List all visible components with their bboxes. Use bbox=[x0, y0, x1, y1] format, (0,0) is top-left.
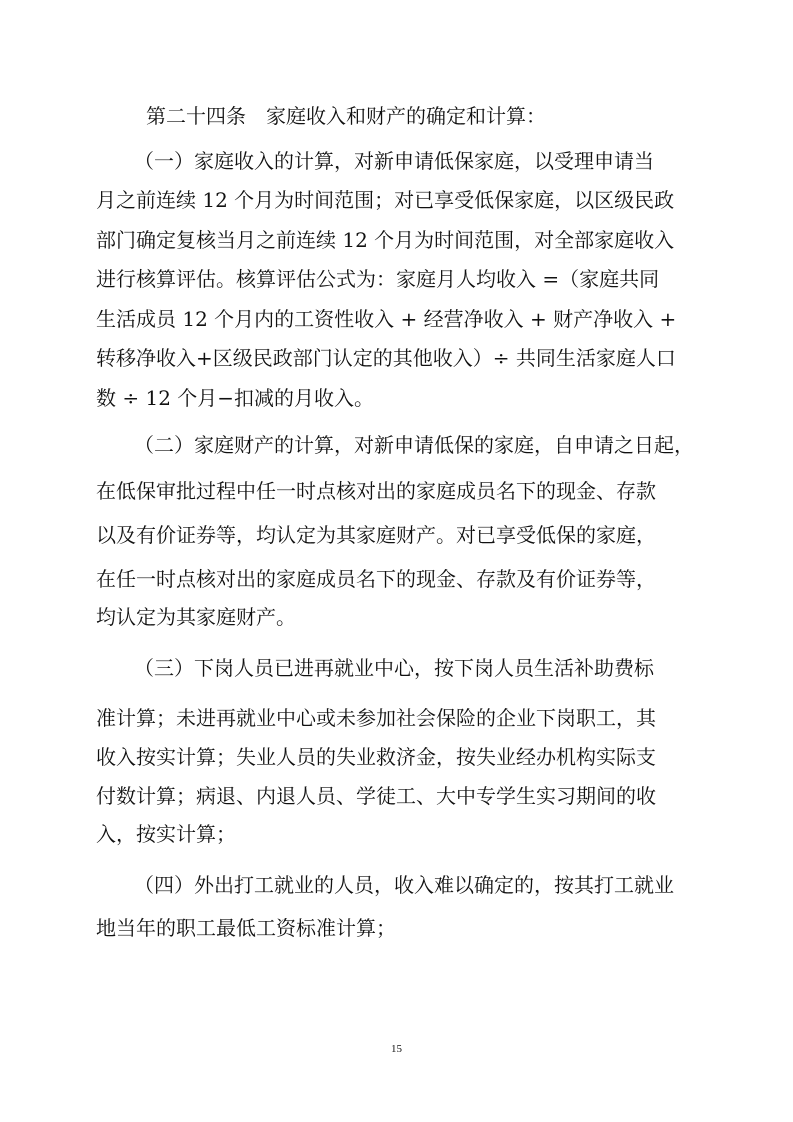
article-heading-text: 第二十四条 家庭收入和财产的确定和计算： bbox=[146, 104, 546, 128]
document-page: 第二十四条 家庭收入和财产的确定和计算： （一）家庭收入的计算，对新申请低保家庭，以受理申请当 月之前连续 12 个月为时间范围；对已享受低保家庭，以区级民政 部门确定复核当月之前连续 12 个月为时间范围，对全部家庭收入 进行核算评估。核算评估公式为：家庭月人均收入 =（家庭共同 生活成员 12 个月内的工资性收入 + 经营净收入 + 财产净收入 + 转移净收入+区级民政部门认定的其他收入）÷ 共同生活家庭人口 数 ÷ 12 个月−扣减的月收入。 （二）家庭财产的计算，对新申请低保的家庭，自申请之日起， 在低保审批过程中任一时点核对出的家庭成员名下的现金、存款 以及有价证券等，均认定为其家庭财产。对已享受低保的家庭， 在任一时点核对出的家庭成员名下的现金、存款及有价证券等， 均认定为其家庭财产。 （三）下岗人员已进再就业中心，按下岗人员生活补助费标 准计算；未进再就业中心或未参加社会保险的企业下岗职工，其 收入按实计算；失业人员的失业救济金，按失业经办机构实际支 付数计算；病退、内退人员、学徒工、大中专学生实习期间的收 入，按实计算； （四）外出打工就业的人员，收入难以确定的，按其打工就业 地当年的职工最低工资标准计算； 15 bbox=[0, 0, 793, 1122]
page-number: 15 bbox=[391, 1043, 402, 1055]
